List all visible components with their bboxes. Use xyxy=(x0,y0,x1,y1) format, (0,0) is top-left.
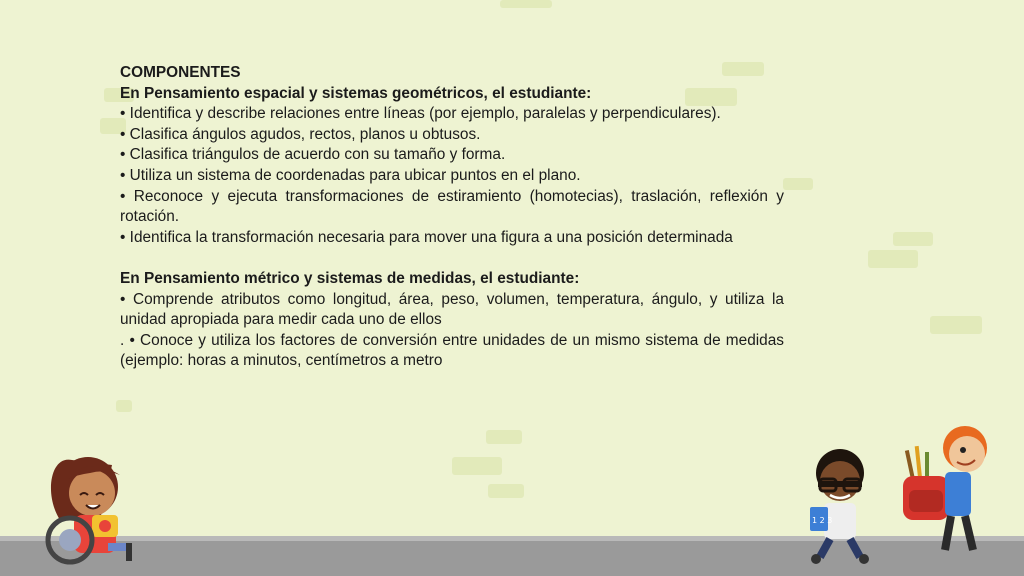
list-item: • Comprende atributos como longitud, área, peso, volumen, temperatura, ángulo, y utiliza la unidad apropiada para medir cada uno de ellos xyxy=(120,290,784,329)
list-item: • Reconoce y ejecuta transformaciones de estiramiento (homotecias), traslación, reflexión y rotación. xyxy=(120,187,784,226)
heading: COMPONENTES xyxy=(120,64,241,81)
background-blob xyxy=(500,0,552,8)
content-text xyxy=(120,63,784,372)
background-blob xyxy=(486,430,522,444)
book-label: 1 2 3 xyxy=(812,516,833,525)
background-blob xyxy=(930,316,982,334)
section-title: En Pensamiento espacial y sistemas geométricos, el estudiante: xyxy=(120,84,592,102)
background-blob xyxy=(868,250,918,268)
background-blob xyxy=(488,484,524,498)
list-item: • Identifica la transformación necesaria para mover una figura a una posición determinada xyxy=(120,228,733,246)
boy-glasses-illustration xyxy=(800,445,880,565)
list-item: . • Conoce y utiliza los factores de conversión entre unidades de un mismo sistema de medidas (ejemplo: horas a minutos, centímetros a metro xyxy=(120,331,784,370)
list-item: • Clasifica triángulos de acuerdo con su tamaño y forma. xyxy=(120,146,506,164)
list-item: • Clasifica ángulos agudos, rectos, planos u obtusos. xyxy=(120,125,481,143)
list-item: • Identifica y describe relaciones entre líneas (por ejemplo, paralelas y perpendiculares). xyxy=(120,105,721,123)
background-blob xyxy=(452,457,502,475)
list-item: • Utiliza un sistema de coordenadas para ubicar puntos en el plano. xyxy=(120,166,581,184)
background-blob xyxy=(893,232,933,246)
background-blob xyxy=(783,178,813,190)
background-blob xyxy=(116,400,132,412)
boy-backpack-illustration xyxy=(895,410,1005,560)
spacer xyxy=(120,248,784,269)
section-title: En Pensamiento métrico y sistemas de medidas, el estudiante: xyxy=(120,269,580,287)
girl-wheelchair-illustration xyxy=(30,425,160,565)
